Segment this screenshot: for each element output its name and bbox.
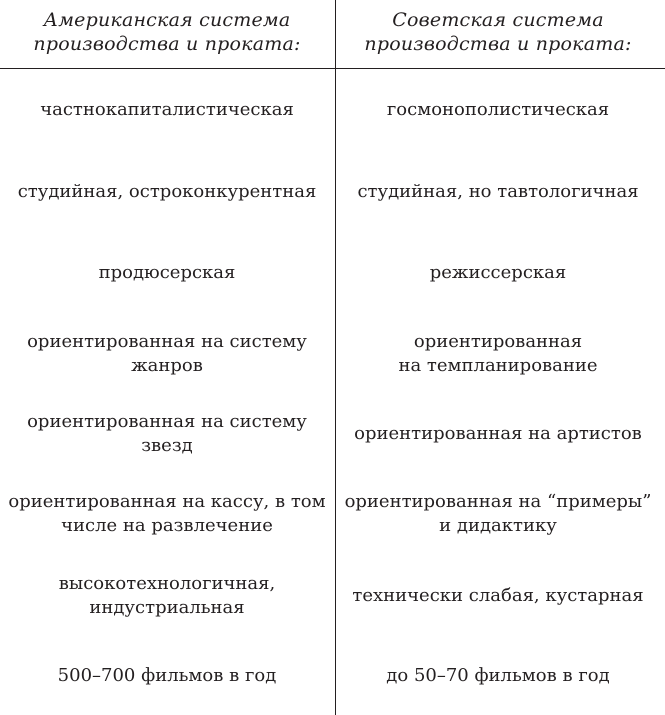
- cell-line: жанров: [131, 355, 203, 376]
- cell-line: ориентированная: [413, 331, 583, 352]
- table-row: [0, 88, 665, 132]
- american-cell: [7, 486, 327, 542]
- soviet-cell: [338, 326, 658, 382]
- soviet-cell: [338, 406, 658, 462]
- cell-line: 500–700 фильмов в год: [57, 665, 277, 686]
- header-american-line-2: производства и проката:: [33, 33, 301, 55]
- cell-line: продюсерская: [98, 262, 236, 283]
- soviet-cell: [338, 88, 658, 132]
- cell-line: ориентированная на систему: [27, 411, 307, 432]
- cell-line: технически слабая, кустарная: [352, 585, 644, 606]
- cell-line: и дидактику: [439, 515, 557, 536]
- table-row: [0, 486, 665, 542]
- cell-line: на темпланирование: [398, 355, 598, 376]
- header-american-system: [12, 8, 322, 56]
- cell-line: студийная, остроконкурентная: [17, 181, 317, 202]
- american-cell: [7, 406, 327, 462]
- table-row: [0, 251, 665, 295]
- header-soviet-system: [343, 8, 653, 56]
- table-row: [0, 326, 665, 382]
- american-cell: [7, 88, 327, 132]
- american-cell: [7, 170, 327, 214]
- header-divider: [0, 68, 665, 69]
- cell-line: ориентированная на артистов: [354, 423, 642, 444]
- soviet-cell: [338, 251, 658, 295]
- table-row: [0, 170, 665, 214]
- cell-line: госмонополистическая: [386, 99, 610, 120]
- american-cell: [7, 326, 327, 382]
- cell-line: числе на развлечение: [61, 515, 273, 536]
- header-soviet-line-1: Советская система: [392, 9, 604, 31]
- cell-line: ориентированная на систему: [27, 331, 307, 352]
- table-row: [0, 406, 665, 462]
- soviet-cell: [338, 568, 658, 624]
- cell-line: высокотехнологичная,: [58, 573, 276, 594]
- cell-line: индустриальная: [89, 597, 245, 618]
- table-header: [0, 0, 665, 68]
- soviet-cell: [338, 170, 658, 214]
- cell-line: до 50–70 фильмов в год: [386, 665, 610, 686]
- soviet-cell: [338, 486, 658, 542]
- header-soviet-line-2: производства и проката:: [364, 33, 632, 55]
- cell-line: студийная, но тавтологичная: [357, 181, 639, 202]
- american-cell: [7, 654, 327, 698]
- soviet-cell: [338, 654, 658, 698]
- american-cell: [7, 568, 327, 624]
- american-cell: [7, 251, 327, 295]
- cell-line: частнокапиталистическая: [40, 99, 294, 120]
- cell-line: ориентированная на “примеры”: [344, 491, 652, 512]
- cell-line: режиссерская: [429, 262, 567, 283]
- cell-line: ориентированная на кассу, в том: [8, 491, 326, 512]
- table-row: [0, 654, 665, 698]
- header-american-line-1: Американская система: [43, 9, 291, 31]
- cell-line: звезд: [141, 435, 193, 456]
- table-row: [0, 568, 665, 624]
